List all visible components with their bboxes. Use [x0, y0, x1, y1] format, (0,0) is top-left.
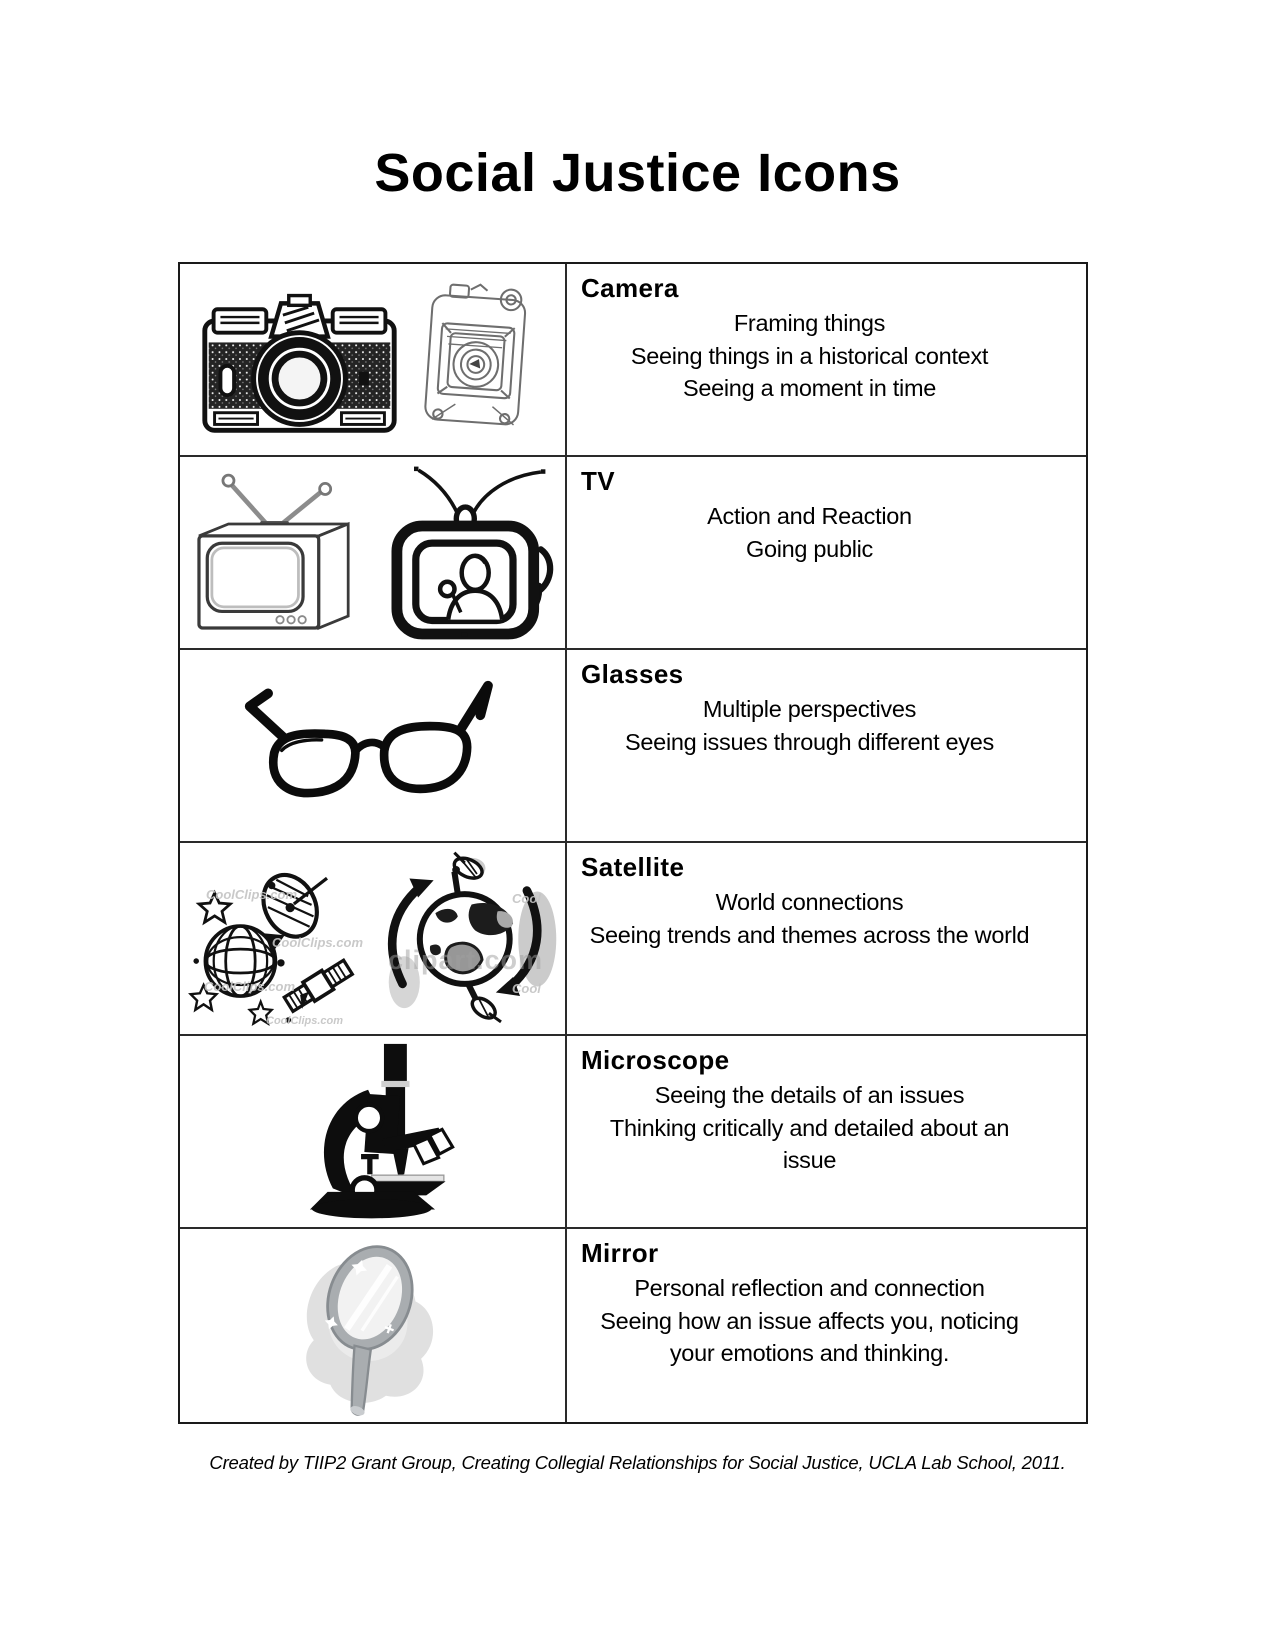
table-row-mirror — [180, 1229, 1086, 1422]
hand-mirror-icon — [268, 1233, 478, 1418]
row-line: Seeing the details of an issues — [654, 1082, 965, 1109]
row-line: Thinking critically and detailed about an issue — [609, 1114, 1010, 1174]
icon-cell-mirror — [180, 1229, 567, 1422]
text-cell-tv — [567, 457, 1086, 648]
icon-cell-camera — [180, 264, 567, 455]
text-cell-mirror — [567, 1229, 1086, 1422]
row-title: Camera — [581, 273, 679, 303]
watermark-text: clipart.com — [388, 945, 544, 975]
tv-cartoon-icon — [373, 463, 563, 643]
row-lines — [581, 886, 1038, 951]
row-line: Personal reflection and connection — [634, 1275, 985, 1302]
watermark-text: CoolClips.com — [266, 1015, 344, 1027]
table-row-microscope — [180, 1036, 1086, 1229]
row-line: Seeing things in a historical context — [630, 342, 989, 369]
row-line: Seeing issues through different eyes — [625, 728, 994, 755]
watermark-text: CoolClips.com — [204, 979, 296, 994]
row-line: Framing things — [733, 310, 886, 337]
row-line: World connections — [715, 889, 904, 916]
row-title: Glasses — [581, 659, 684, 689]
row-title: Satellite — [581, 852, 685, 882]
icon-cell-satellite — [180, 843, 567, 1034]
table-row-satellite — [180, 843, 1086, 1036]
icons-table — [178, 262, 1088, 1424]
page-title: Social Justice Icons — [374, 143, 901, 203]
row-line: Seeing a moment in time — [682, 375, 937, 402]
row-title: Microscope — [581, 1045, 730, 1075]
watermark-text: Cool — [512, 891, 541, 906]
table-row-glasses — [180, 650, 1086, 843]
microscope-icon — [280, 1042, 465, 1222]
row-line: Seeing how an issue affects you, noticing your emotions and thinking. — [600, 1307, 1019, 1367]
row-line: Action and Reaction — [707, 503, 912, 530]
text-cell-camera — [567, 264, 1086, 455]
eyeglasses-icon — [238, 666, 508, 826]
row-title: Mirror — [581, 1238, 659, 1268]
row-lines — [581, 1079, 1038, 1176]
row-lines — [581, 1272, 1038, 1369]
icon-cell-glasses — [180, 650, 567, 841]
tv-outline-icon — [182, 465, 367, 640]
earth-orbit-arrows-icon — [368, 844, 558, 1034]
slr-camera-icon — [197, 281, 402, 439]
text-cell-glasses — [567, 650, 1086, 841]
table-row-camera — [180, 264, 1086, 457]
row-line: Seeing trends and themes across the world — [589, 921, 1030, 948]
icon-cell-microscope — [180, 1036, 567, 1227]
row-lines — [581, 500, 1038, 565]
row-lines — [581, 693, 1038, 758]
watermark-text: CoolClips.com — [272, 935, 364, 950]
row-title: TV — [581, 466, 616, 496]
row-line: Going public — [745, 535, 874, 562]
watermark-text: CoolClips.com — [206, 887, 298, 902]
watermark-text: Cool — [512, 981, 541, 996]
row-lines — [581, 307, 1038, 404]
text-cell-microscope — [567, 1036, 1086, 1227]
text-cell-satellite — [567, 843, 1086, 1034]
row-line: Multiple perspectives — [702, 696, 917, 723]
table-row-tv — [180, 457, 1086, 650]
vintage-camera-icon — [408, 281, 548, 439]
footer-credit: Created by TIIP2 Grant Group, Creating Collegial Relationships for Social Justice, UCLA Lab School, 2011. — [209, 1452, 1066, 1473]
icon-cell-tv — [180, 457, 567, 648]
